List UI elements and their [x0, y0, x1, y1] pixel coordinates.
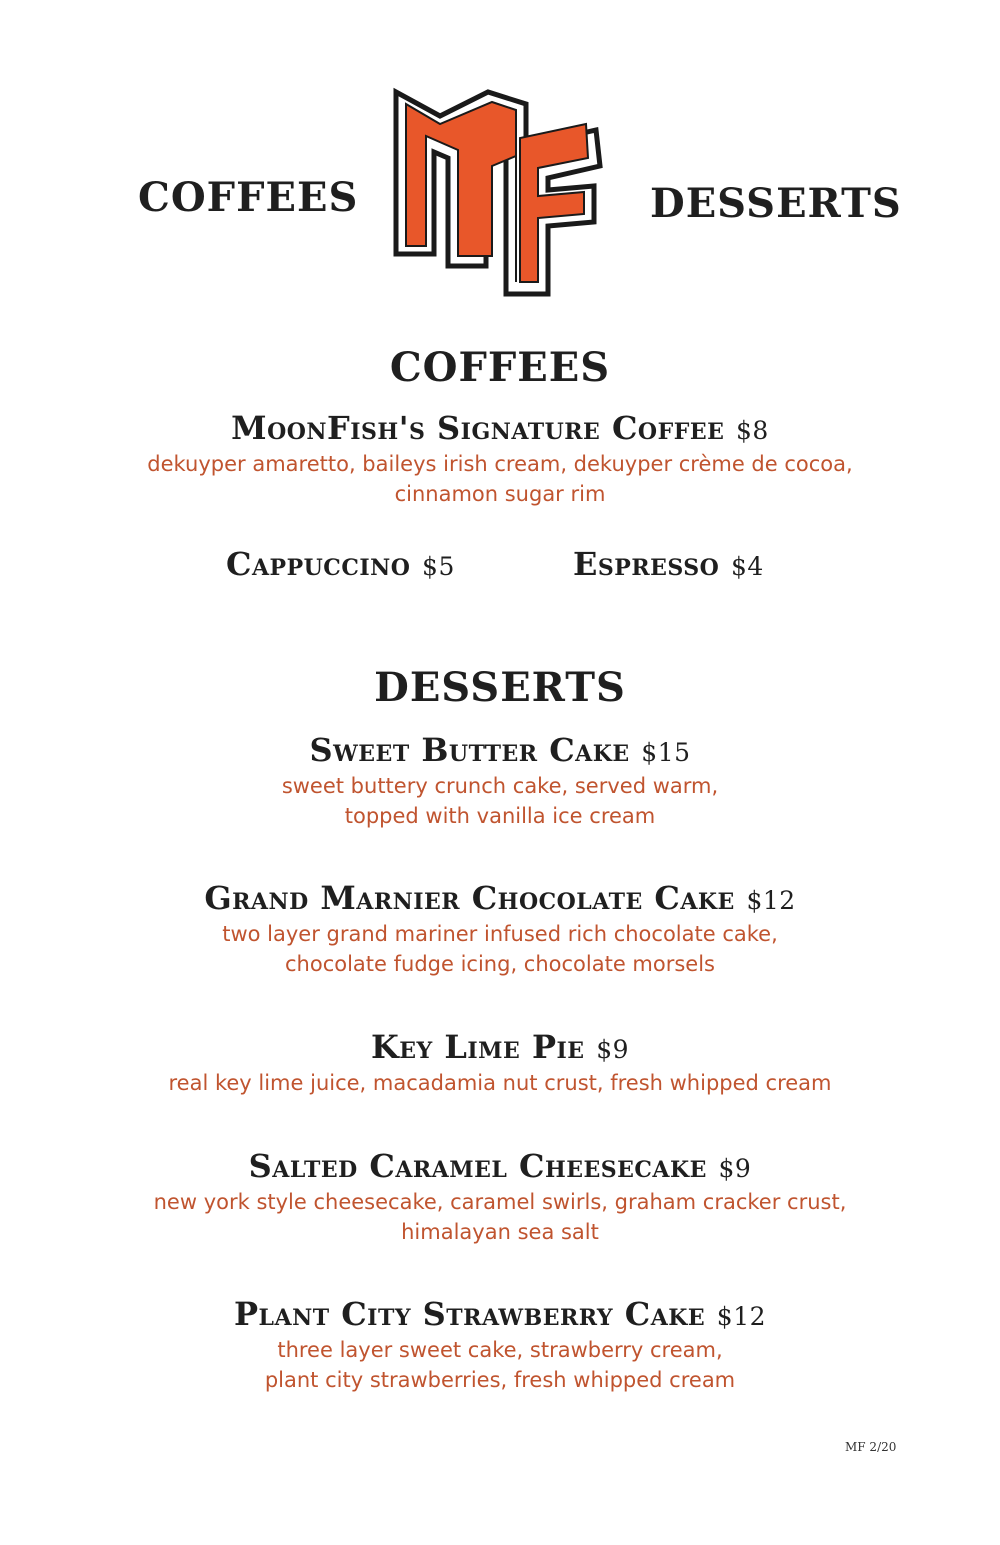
menu-item-espresso	[573, 546, 764, 585]
menu-item-key-lime-pie	[0, 1029, 1000, 1098]
item-price: $15	[641, 738, 691, 767]
header-desserts-label: DESSERTS	[650, 180, 902, 227]
coffees-section-title: COFFEES	[389, 344, 611, 391]
header-coffees-label: COFFEES	[138, 174, 359, 221]
item-description: topped with vanilla ice cream	[344, 804, 656, 828]
menu-item-sweet-butter-cake	[0, 732, 1000, 831]
item-price: $12	[746, 886, 796, 915]
item-name: Salted Caramel Cheesecake	[248, 1147, 707, 1185]
mf-logo	[388, 86, 608, 301]
item-description: plant city strawberries, fresh whipped cream	[264, 1368, 736, 1392]
item-price: $9	[596, 1035, 630, 1064]
item-description: dekuyper amaretto, baileys irish cream, dekuyper crème de cocoa,	[147, 452, 853, 476]
item-description: sweet buttery crunch cake, served warm,	[281, 774, 719, 798]
item-name: MoonFish's Signature Coffee	[231, 409, 725, 447]
menu-item-plant-city-strawberry-cake	[0, 1296, 1000, 1395]
item-name: Key Lime Pie	[370, 1028, 585, 1066]
item-name: Cappuccino	[226, 545, 411, 583]
item-name: Grand Marnier Chocolate Cake	[204, 879, 735, 917]
menu-item-grand-marnier-cake	[0, 880, 1000, 979]
item-price: $4	[730, 552, 764, 581]
menu-item-signature-coffee	[0, 410, 1000, 509]
menu-item-salted-caramel-cheesecake	[0, 1148, 1000, 1247]
item-name: Espresso	[573, 545, 720, 583]
item-name: Sweet Butter Cake	[309, 731, 630, 769]
menu-item-cappuccino	[226, 546, 455, 585]
footer-code: MF 2/20	[845, 1440, 897, 1454]
item-description: new york style cheesecake, caramel swirls, graham cracker crust,	[153, 1190, 847, 1214]
item-price: $5	[422, 552, 455, 581]
item-description: cinnamon sugar rim	[394, 482, 606, 506]
item-description: three layer sweet cake, strawberry cream,	[277, 1338, 723, 1362]
desserts-section-title: DESSERTS	[374, 664, 626, 711]
item-description: chocolate fudge icing, chocolate morsels	[285, 952, 715, 976]
item-name: Plant City Strawberry Cake	[233, 1295, 706, 1333]
item-description: real key lime juice, macadamia nut crust, fresh whipped cream	[168, 1071, 832, 1095]
item-description: two layer grand mariner infused rich chocolate cake,	[222, 922, 778, 946]
item-price: $12	[716, 1302, 767, 1331]
item-price: $8	[736, 416, 769, 445]
item-description: himalayan sea salt	[401, 1220, 599, 1244]
item-price: $9	[718, 1154, 752, 1183]
